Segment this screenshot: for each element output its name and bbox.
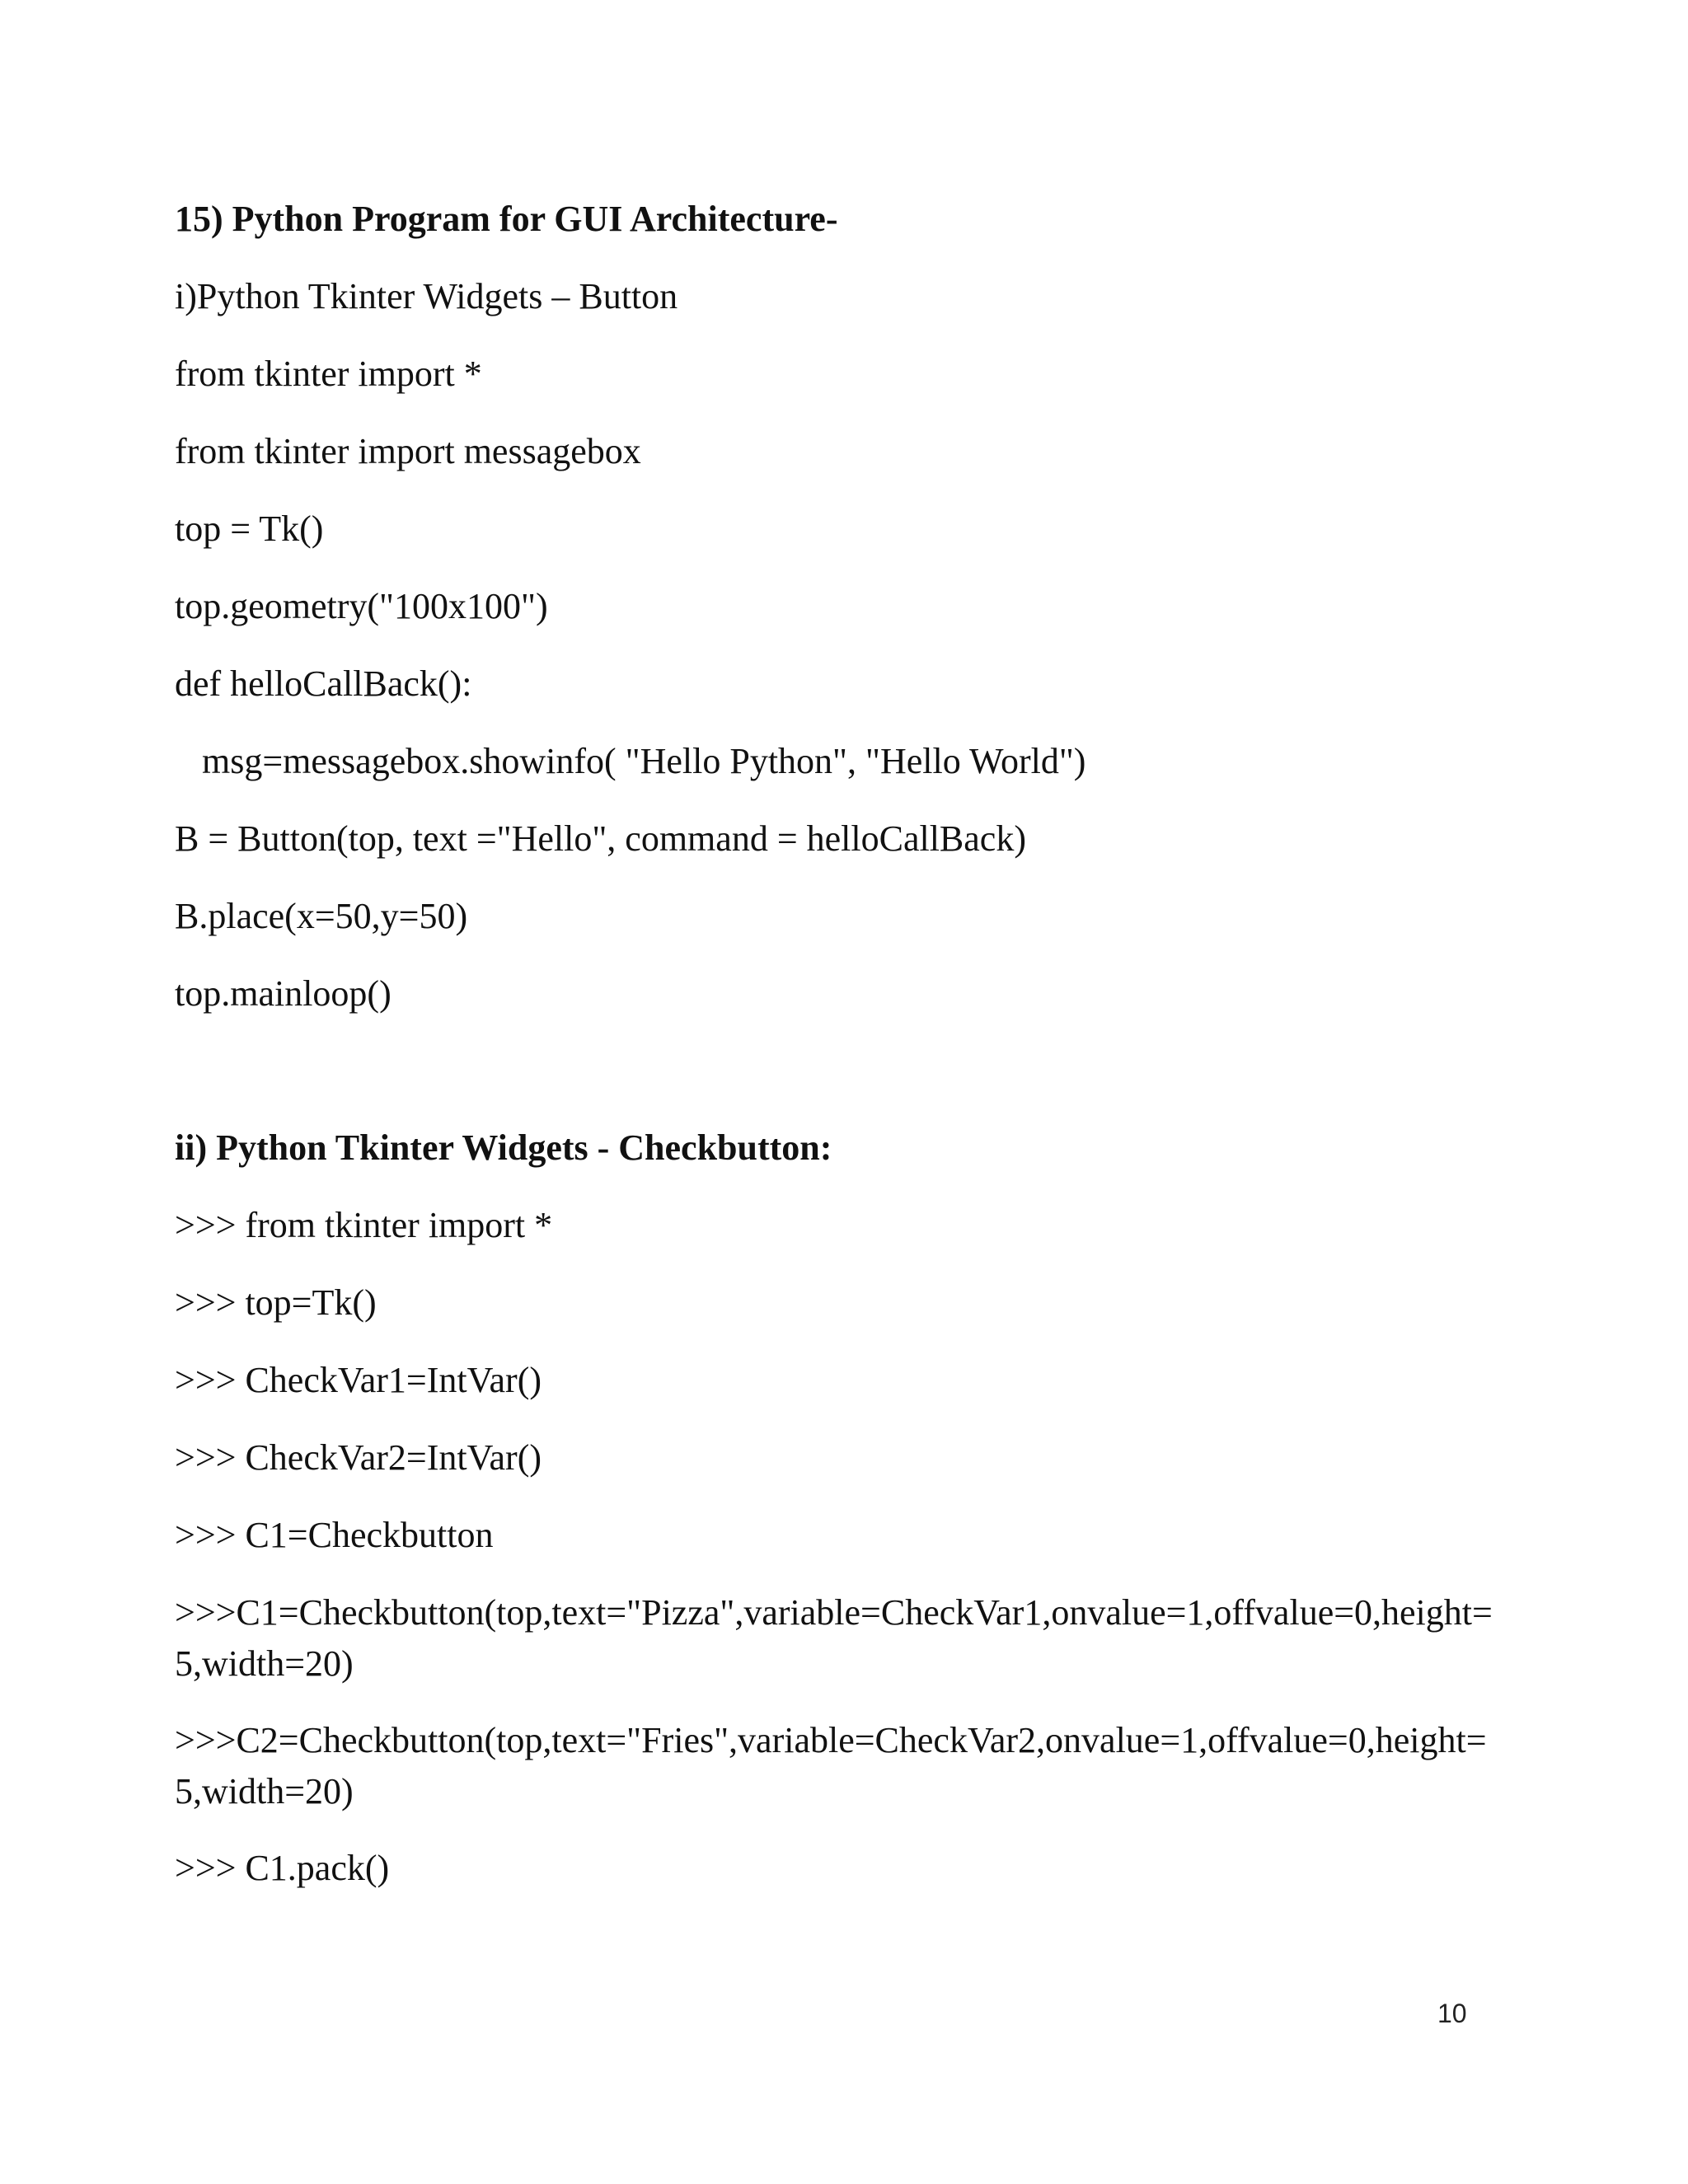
code-line: B = Button(top, text ="Hello", command = helloCallBack) xyxy=(175,818,1026,859)
code-line-wrapped: >>>C1=Checkbutton(top,text="Pizza",variable=CheckVar1,onvalue=1,offvalue=0,height=5,width=20) xyxy=(175,1592,1493,1684)
code-line: >>> CheckVar1=IntVar() xyxy=(175,1360,542,1400)
section-heading: 15) Python Program for GUI Architecture- xyxy=(175,199,838,239)
code-line: >>> from tkinter import * xyxy=(175,1205,553,1245)
section-subheading: i)Python Tkinter Widgets – Button xyxy=(175,276,678,316)
code-line: >>> top=Tk() xyxy=(175,1282,377,1323)
code-line: >>> CheckVar2=IntVar() xyxy=(175,1437,542,1478)
code-line: from tkinter import * xyxy=(175,354,482,394)
code-line: msg=messagebox.showinfo( "Hello Python", "Hello World") xyxy=(175,741,1086,781)
code-line-wrapped: >>>C2=Checkbutton(top,text="Fries",variable=CheckVar2,onvalue=1,offvalue=0,height=5,width=20) xyxy=(175,1720,1487,1811)
code-line: top.geometry("100x100") xyxy=(175,586,548,626)
section-heading: ii) Python Tkinter Widgets - Checkbutton: xyxy=(175,1127,832,1168)
code-line: top.mainloop() xyxy=(175,973,392,1014)
code-line: B.place(x=50,y=50) xyxy=(175,896,468,936)
code-line: >>> C1.pack() xyxy=(175,1848,390,1888)
code-line: >>> C1=Checkbutton xyxy=(175,1515,494,1555)
code-line: def helloCallBack(): xyxy=(175,663,472,704)
code-line: from tkinter import messagebox xyxy=(175,431,641,471)
page-number: 10 xyxy=(1437,1999,1467,2028)
code-line: top = Tk() xyxy=(175,509,324,549)
